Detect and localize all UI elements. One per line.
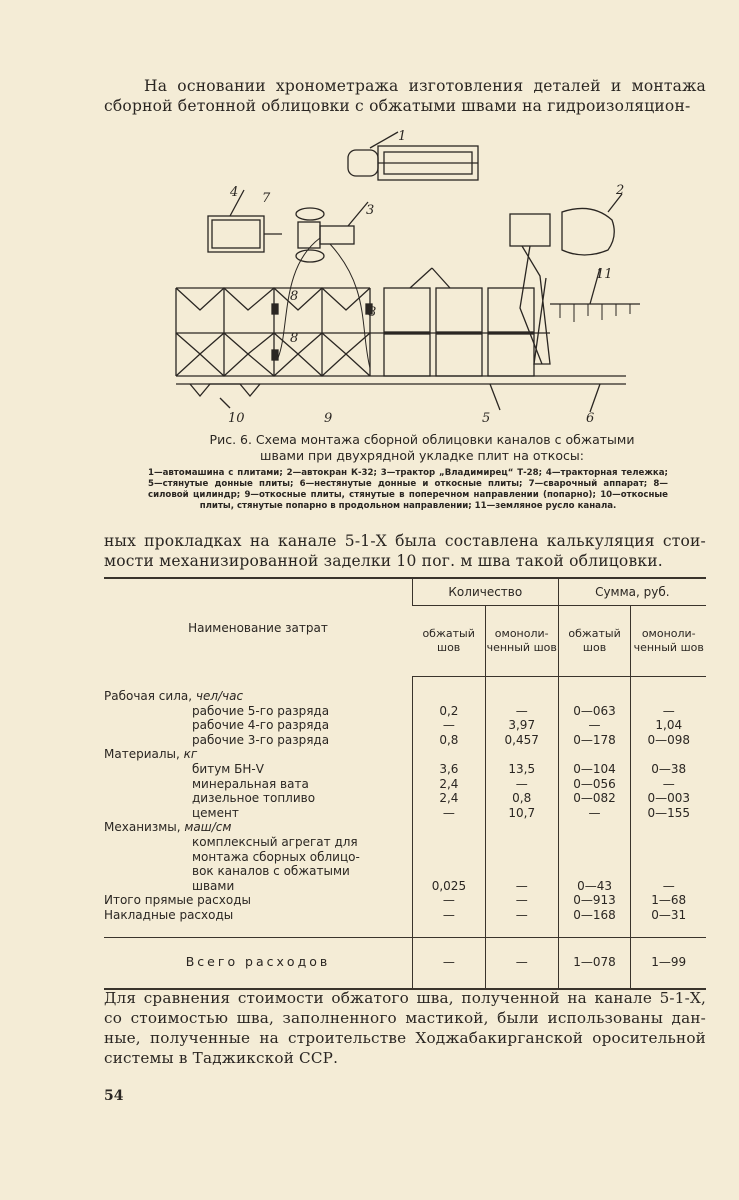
- mounting-scheme-figure: [170, 128, 650, 426]
- cell-value: —: [485, 704, 558, 719]
- cell-value: 0—31: [631, 908, 706, 923]
- row-name: [104, 806, 412, 821]
- table-row: [104, 747, 706, 762]
- figure-label: 7: [262, 191, 271, 206]
- row-name-text: вок каналов с обжатыми: [192, 864, 350, 879]
- cell-value: [631, 820, 706, 835]
- total-label: Всего расходов: [104, 937, 412, 989]
- table-row: [104, 791, 706, 806]
- row-name: [104, 791, 412, 806]
- table-row: [104, 718, 706, 733]
- text-line: со стоимостью шва, заполненного мастикой, были использованы дан-: [104, 1009, 706, 1027]
- cell-value: [631, 747, 706, 762]
- cell-value: 0,2: [412, 704, 485, 719]
- row-name: [104, 908, 412, 923]
- table-row: [104, 893, 706, 908]
- figure-label: 2: [616, 183, 625, 198]
- cost-table: [104, 577, 706, 990]
- cell-value: —: [631, 777, 706, 792]
- text-line: ных прокладках на канале 5-1-Х была составлена калькуляция стои-: [104, 532, 706, 550]
- cell-value: [631, 850, 706, 865]
- cell-value: 3,97: [485, 718, 558, 733]
- text-line: сборной бетонной облицовки с обжатыми швами на гидроизоляцион-: [104, 97, 691, 115]
- figure-label: 3: [366, 203, 375, 218]
- figure-label: 4: [230, 185, 239, 200]
- figure-label: 8: [368, 305, 377, 320]
- column-header: омоноли-ченный шов: [485, 606, 558, 677]
- cell-value: —: [485, 908, 558, 923]
- table-row: [104, 704, 706, 719]
- row-name: [104, 733, 412, 748]
- cell-value: 0,457: [485, 733, 558, 748]
- cell-value: 0,8: [412, 733, 485, 748]
- row-name-text: Механизмы,: [104, 820, 185, 835]
- text-line: На основании хронометража изготовления деталей и монтажа: [144, 77, 706, 95]
- cell-value: [412, 835, 485, 850]
- row-name: [104, 762, 412, 777]
- row-unit: чел/час: [195, 689, 244, 703]
- figure-label: 8: [290, 331, 299, 346]
- cell-value: [485, 835, 558, 850]
- crane-cab: [562, 208, 614, 255]
- cell-value: 0—38: [631, 762, 706, 777]
- cell-value: 0—056: [558, 777, 631, 792]
- cell-value: [412, 747, 485, 762]
- figure-label: 6: [586, 411, 595, 426]
- cell-value: [558, 864, 631, 879]
- total-value: —: [485, 937, 558, 989]
- cell-value: 2,4: [412, 777, 485, 792]
- cell-value: [631, 689, 706, 704]
- figure-label: 9: [324, 411, 333, 426]
- cell-value: [631, 864, 706, 879]
- row-name-text: Материалы,: [104, 747, 184, 762]
- intro-paragraph: [104, 76, 706, 116]
- caption-line: швами при двухрядной укладке плит на откосы:: [260, 448, 584, 463]
- cell-value: [412, 850, 485, 865]
- column-header: обжатый шов: [558, 606, 631, 677]
- cell-value: [558, 850, 631, 865]
- table-row: [104, 762, 706, 777]
- table-row: [104, 777, 706, 792]
- table-row: [104, 850, 706, 865]
- column-group-quantity: Количество: [412, 578, 558, 606]
- table-row: [104, 820, 706, 835]
- cell-value: 0—913: [558, 893, 631, 908]
- column-header: обжатый шов: [412, 606, 485, 677]
- cell-value: —: [485, 893, 558, 908]
- page-number: 54: [104, 1088, 124, 1104]
- cell-value: 13,5: [485, 762, 558, 777]
- text-line: системы в Таджикской ССР.: [104, 1049, 339, 1067]
- cell-value: [485, 820, 558, 835]
- row-name: [104, 777, 412, 792]
- total-value: —: [412, 937, 485, 989]
- cell-value: [558, 689, 631, 704]
- table-row: [104, 835, 706, 850]
- table-row: [104, 908, 706, 923]
- cell-value: 3,6: [412, 762, 485, 777]
- tractor-trailer: [208, 216, 264, 252]
- column-header-name: Наименование затрат: [104, 578, 412, 677]
- cell-value: —: [485, 777, 558, 792]
- total-value: 1—078: [558, 937, 631, 989]
- row-name-text: швами: [192, 878, 235, 893]
- total-value: 1—99: [631, 937, 706, 989]
- table-row: [104, 806, 706, 821]
- column-group-sum: Сумма, руб.: [558, 578, 706, 606]
- cell-value: [485, 850, 558, 865]
- row-name-text: рабочие 3-го разряда: [192, 732, 330, 747]
- cell-value: 0—178: [558, 733, 631, 748]
- cell-value: —: [412, 908, 485, 923]
- text-line: Для сравнения стоимости обжатого шва, полученной на канале 5-1-Х,: [104, 989, 706, 1007]
- cell-value: 1,04: [631, 718, 706, 733]
- caption-line: Рис. 6. Схема монтажа сборной облицовки каналов с обжатыми: [209, 432, 635, 447]
- figure-caption: [172, 432, 672, 464]
- cell-value: 0—104: [558, 762, 631, 777]
- middle-paragraph: [104, 531, 706, 571]
- table-body: [104, 677, 706, 989]
- cell-value: [558, 747, 631, 762]
- cell-value: —: [558, 806, 631, 821]
- row-name: [104, 893, 412, 908]
- cell-value: [412, 820, 485, 835]
- cell-value: 2,4: [412, 791, 485, 806]
- cell-value: [631, 835, 706, 850]
- cell-value: —: [558, 718, 631, 733]
- row-unit: кг: [183, 747, 198, 762]
- row-name-text: минеральная вата: [192, 776, 309, 791]
- cell-value: 0—003: [631, 791, 706, 806]
- row-name: [104, 820, 412, 835]
- row-name: [104, 747, 412, 762]
- row-name: [104, 704, 412, 719]
- text-line: мости механизированной заделки 10 пог. м шва такой облицовки.: [104, 552, 663, 570]
- row-name-text: рабочие 5-го разряда: [192, 703, 330, 718]
- cell-value: 10,7: [485, 806, 558, 821]
- row-name-text: комплексный агрегат для: [192, 834, 358, 849]
- cell-value: —: [412, 806, 485, 821]
- figure-label: 8: [290, 289, 299, 304]
- truck-cab: [348, 150, 378, 176]
- row-name-text: рабочие 4-го разряда: [192, 718, 330, 733]
- row-name: [104, 864, 412, 879]
- cell-value: 0—063: [558, 704, 631, 719]
- outro-paragraph: [104, 988, 706, 1068]
- figure-legend: 1—автомашина с плитами; 2—автокран К-32; 3—трактор „Владимирец“ Т-28; 4—тракторная тележка; 5—стянутые донные плиты; 6—нестянутые донные и откосные плиты; 7—сварочный аппарат; 8—силовой цилиндр; 9—откосные плиты, стянутые в поперечном направлении (попарно); 10—откосные плиты, стянутые попарно в продольном направлении; 11—земляное русло канала.: [148, 468, 668, 511]
- row-name: [104, 835, 412, 850]
- figure-label: 11: [596, 267, 613, 282]
- total-row: [104, 937, 706, 989]
- row-name: [104, 718, 412, 733]
- row-name-text: цемент: [192, 805, 239, 820]
- cell-value: [485, 864, 558, 879]
- row-name: [104, 850, 412, 865]
- cell-value: —: [412, 718, 485, 733]
- row-name-text: Накладные расходы: [104, 907, 234, 922]
- figure-label: 5: [482, 411, 491, 426]
- cell-value: —: [631, 879, 706, 894]
- cell-value: —: [631, 704, 706, 719]
- cell-value: [412, 864, 485, 879]
- column-header: омоноли-ченный шов: [631, 606, 706, 677]
- row-name-text: Рабочая сила,: [104, 689, 196, 703]
- cell-value: [412, 689, 485, 704]
- row-unit: маш/см: [184, 820, 232, 835]
- row-name-text: Итого прямые расходы: [104, 893, 251, 908]
- cell-value: [485, 689, 558, 704]
- table-row: [104, 689, 706, 704]
- cell-value: 0—098: [631, 733, 706, 748]
- cell-value: [558, 835, 631, 850]
- table-row: [104, 879, 706, 894]
- row-name-text: битум БН-V: [192, 761, 264, 776]
- tractor: [298, 222, 320, 248]
- row-name-text: монтажа сборных облицо-: [192, 849, 360, 864]
- table-row: [104, 864, 706, 879]
- cell-value: 0—155: [631, 806, 706, 821]
- cell-value: [558, 820, 631, 835]
- text-line: ные, полученные на строительстве Ходжабакирганской оросительной: [104, 1029, 706, 1047]
- figure-label: 10: [228, 411, 245, 426]
- cell-value: 0,8: [485, 791, 558, 806]
- cell-value: 0,025: [412, 879, 485, 894]
- cell-value: —: [485, 879, 558, 894]
- cell-value: [485, 747, 558, 762]
- cell-value: 1—68: [631, 893, 706, 908]
- row-name: [104, 689, 412, 704]
- figure-label: 1: [398, 129, 407, 144]
- cell-value: 0—168: [558, 908, 631, 923]
- table-row: [104, 733, 706, 748]
- cell-value: 0—43: [558, 879, 631, 894]
- row-name: [104, 879, 412, 894]
- row-name-text: дизельное топливо: [192, 791, 316, 806]
- cell-value: 0—082: [558, 791, 631, 806]
- cell-value: —: [412, 893, 485, 908]
